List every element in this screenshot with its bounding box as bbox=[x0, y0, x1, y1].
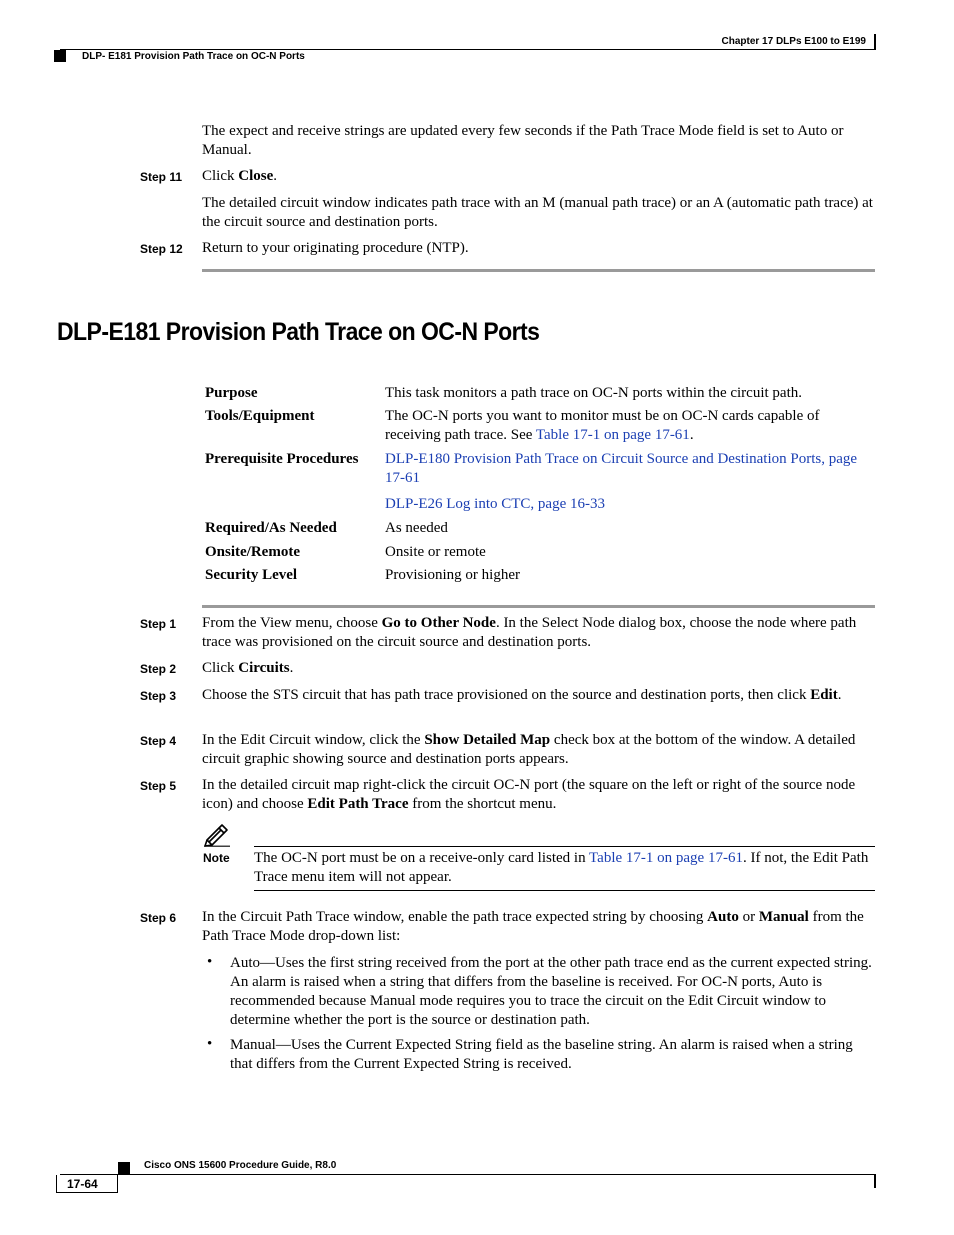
step-12-text: Return to your originating procedure (NTP). bbox=[202, 240, 469, 256]
note-text-c: . If not, the Edit Path Trace menu item will not appear. bbox=[254, 850, 869, 885]
step-3-label: Step 3 bbox=[140, 689, 177, 703]
tools-value-text: The OC-N ports you want to monitor must be on OC-N cards capable of receiving path trace. See bbox=[385, 408, 820, 443]
bullet-auto: Auto—Uses the first string received from the port at the other path trace end as the current expected string. An alarm is raised when a string that differs from the baseline is received. For OC-N ports, Auto is recommended because Manual mode requires you to trace the circuit on the Edit Circuit window to determine whether the port is the source or destination path. bbox=[230, 955, 872, 1028]
footer-rule-right bbox=[874, 1174, 876, 1188]
purpose-value: This task monitors a path trace on OC-N ports within the circuit path. bbox=[385, 385, 802, 401]
required-value: As needed bbox=[385, 520, 448, 536]
note-table-17-1-link[interactable]: Table 17-1 on page 17-61 bbox=[589, 850, 743, 866]
step-5-a: In the detailed circuit map right-click the circuit OC-N port (the square on the left or right of the source node icon) and choose bbox=[202, 777, 856, 812]
step-4-c: check box at the bottom of the window. A detailed circuit graphic showing source and destination ports appears. bbox=[202, 732, 856, 767]
step-11-bold: Close bbox=[238, 168, 274, 184]
step-11-label: Step 11 bbox=[140, 170, 183, 184]
bullet-manual: Manual—Uses the Current Expected String field as the baseline string. An alarm is raised when a string that differs from the Current Expected String is received. bbox=[230, 1037, 853, 1072]
onsite-label: Onsite/Remote bbox=[205, 544, 300, 560]
bullet-marker-auto: • bbox=[207, 954, 213, 970]
tools-value bbox=[385, 407, 875, 445]
tools-value-end: . bbox=[689, 427, 694, 443]
step-11-text bbox=[202, 167, 876, 186]
step-3-c: . bbox=[837, 687, 842, 703]
page-title: DLP-E181 Provision Path Trace on OC-N Ports bbox=[57, 318, 540, 346]
onsite-value: Onsite or remote bbox=[385, 544, 486, 560]
pencil-note-icon bbox=[203, 823, 231, 847]
step-5-b: Edit Path Trace bbox=[307, 796, 409, 812]
note-text bbox=[254, 849, 874, 887]
step-6-manual: Manual bbox=[758, 909, 809, 925]
step-6-a: In the Circuit Path Trace window, enable the path trace expected string by choosing bbox=[202, 909, 708, 925]
step-5-label: Step 5 bbox=[140, 779, 177, 793]
tools-label: Tools/Equipment bbox=[205, 408, 315, 424]
step-4-text bbox=[202, 731, 876, 769]
step-2-a: Click bbox=[202, 660, 239, 676]
step-6-or: or bbox=[738, 909, 759, 925]
step-12-label: Step 12 bbox=[140, 242, 183, 256]
header-rule-right bbox=[874, 34, 876, 50]
step-1-text bbox=[202, 614, 876, 652]
footer-rule bbox=[60, 1174, 876, 1175]
step-5-c: from the shortcut menu. bbox=[408, 796, 557, 812]
step-11-post: . bbox=[273, 168, 277, 184]
prereq-label: Prerequisite Procedures bbox=[205, 451, 359, 467]
section-end-rule bbox=[202, 269, 875, 272]
step-2-text bbox=[202, 659, 876, 678]
step-4-b: Show Detailed Map bbox=[424, 732, 551, 748]
step-3-text bbox=[202, 686, 876, 705]
footer-block-marker bbox=[118, 1162, 130, 1174]
header-block-marker bbox=[54, 50, 66, 62]
required-label: Required/As Needed bbox=[205, 520, 337, 536]
note-top-rule bbox=[254, 846, 875, 847]
step-2-b: Circuits bbox=[238, 660, 290, 676]
procedure-start-rule bbox=[202, 605, 875, 608]
note-text-a: The OC-N port must be on a receive-only card listed in bbox=[254, 850, 590, 866]
step-6-label: Step 6 bbox=[140, 911, 177, 925]
chapter-header: Chapter 17 DLPs E100 to E199 bbox=[721, 36, 866, 47]
section-header: DLP- E181 Provision Path Trace on OC-N Ports bbox=[82, 51, 305, 62]
step-1-a: From the View menu, choose bbox=[202, 615, 382, 631]
purpose-label: Purpose bbox=[205, 385, 258, 401]
intro-paragraph-1: The expect and receive strings are updated every few seconds if the Path Trace Mode field is set to Auto or Manual. bbox=[202, 123, 844, 158]
step-4-a: In the Edit Circuit window, click the bbox=[202, 732, 425, 748]
step-3-a: Choose the STS circuit that has path trace provisioned on the source and destination ports, then click bbox=[202, 687, 811, 703]
step-5-text bbox=[202, 776, 876, 814]
page-number: 17-64 bbox=[67, 1177, 98, 1191]
header-rule bbox=[60, 49, 876, 50]
prereq-link-dlp-e26[interactable]: DLP-E26 Log into CTC, page 16-33 bbox=[385, 496, 605, 512]
security-label: Security Level bbox=[205, 567, 298, 583]
table-17-1-link[interactable]: Table 17-1 on page 17-61 bbox=[535, 427, 690, 443]
security-value: Provisioning or higher bbox=[385, 567, 520, 583]
note-label: Note bbox=[203, 851, 230, 865]
prereq-link-dlp-e180[interactable]: DLP-E180 Provision Path Trace on Circuit Source and Destination Ports, page 17-61 bbox=[385, 451, 858, 486]
step-1-b: Go to Other Node bbox=[381, 615, 496, 631]
step-3-b: Edit bbox=[810, 687, 838, 703]
intro-paragraph-2: The detailed circuit window indicates path trace with an M (manual path trace) or an A (automatic path trace) at the circuit source and destination ports. bbox=[202, 195, 873, 230]
bullet-marker-manual: • bbox=[207, 1036, 213, 1052]
step-4-label: Step 4 bbox=[140, 734, 177, 748]
footer-guide-title: Cisco ONS 15600 Procedure Guide, R8.0 bbox=[144, 1160, 337, 1171]
step-6-auto: Auto bbox=[707, 909, 739, 925]
step-6-e: from the Path Trace Mode drop-down list: bbox=[202, 909, 864, 944]
note-bottom-rule bbox=[254, 890, 875, 891]
step-2-label: Step 2 bbox=[140, 662, 177, 676]
step-1-c: . In the Select Node dialog box, choose the node where path trace was provisioned on the circuit source and destination ports. bbox=[202, 615, 857, 650]
step-6-text bbox=[202, 908, 876, 946]
step-11-pre: Click bbox=[202, 168, 239, 184]
step-2-c: . bbox=[289, 660, 294, 676]
step-1-label: Step 1 bbox=[140, 617, 177, 631]
